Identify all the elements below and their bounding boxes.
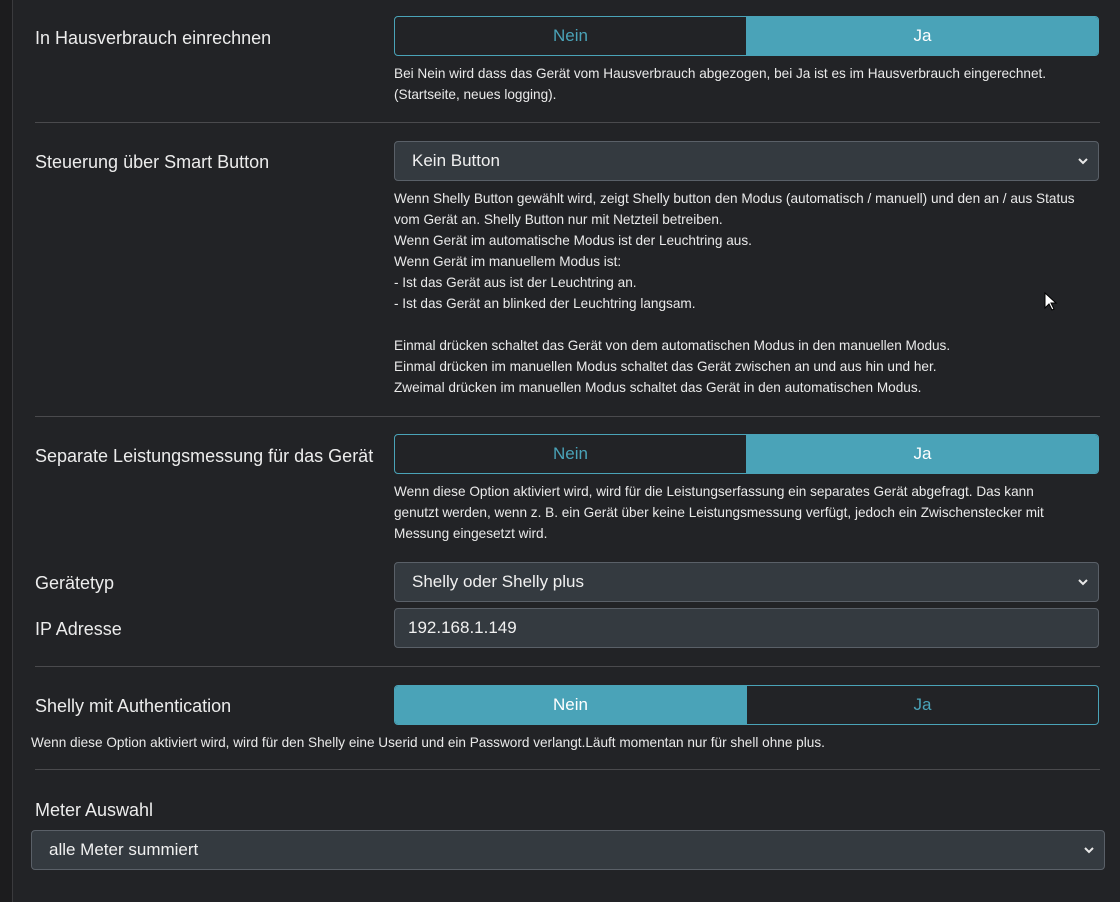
separate-measurement-help	[394, 481, 1110, 544]
divider	[35, 122, 1100, 123]
divider	[35, 769, 1100, 770]
meter-select-value: alle Meter summiert	[49, 840, 199, 859]
shelly-auth-toggle	[394, 685, 1099, 725]
settings-panel	[12, 0, 1120, 902]
separate-measurement-yes-option[interactable]: Ja	[746, 435, 1098, 473]
help-line: Zweimal drücken im manuellen Modus schaltet das Gerät in den automatischen Modus.	[394, 380, 922, 395]
hausverbrauch-yes-option[interactable]: Ja	[746, 17, 1098, 55]
divider	[35, 666, 1100, 667]
separate-measurement-toggle	[394, 434, 1099, 474]
help-line	[394, 314, 1110, 335]
help-line: Einmal drücken im manuellen Modus schaltet das Gerät zwischen an und aus hin und her.	[394, 359, 937, 374]
help-line: Wenn Gerät im automatische Modus ist der Leuchtring aus.	[394, 233, 752, 248]
shelly-auth-yes-option[interactable]: Ja	[746, 686, 1098, 724]
help-line: Einmal drücken schaltet das Gerät von dem automatischen Modus in den manuellen Modus.	[394, 338, 951, 353]
smart-button-help	[394, 188, 1110, 398]
help-line: Wenn Shelly Button gewählt wird, zeigt Shelly button den Modus (automatisch / manuell) und den an / aus Status	[394, 191, 1075, 206]
help-line: Wenn Gerät im manuellem Modus ist:	[394, 254, 622, 269]
chevron-down-icon	[1076, 575, 1090, 589]
hausverbrauch-no-option[interactable]: Nein	[553, 26, 588, 45]
device-type-label: Gerätetyp	[35, 573, 115, 593]
hausverbrauch-help	[394, 63, 1110, 105]
divider	[35, 416, 1100, 417]
device-type-select[interactable]	[394, 562, 1099, 602]
separate-measurement-no-option[interactable]: Nein	[553, 444, 588, 463]
shelly-auth-help	[31, 732, 1111, 753]
device-type-select-value: Shelly oder Shelly plus	[412, 572, 584, 591]
chevron-down-icon	[1076, 154, 1090, 168]
help-line: vom Gerät an. Shelly Button nur mit Netzteil betreiben.	[394, 212, 723, 227]
hausverbrauch-label: In Hausverbrauch einrechnen	[35, 28, 272, 48]
help-line: Messung eingesetzt wird.	[394, 526, 548, 541]
help-line: Wenn diese Option aktiviert wird, wird für den Shelly eine Userid und ein Password verlangt.Läuft momentan nur für shell ohne plus.	[31, 735, 825, 750]
help-line: Bei Nein wird dass das Gerät vom Hausverbrauch abgezogen, bei Ja ist es im Hausverbrauch eingerechnet.	[394, 66, 1047, 81]
help-line: - Ist das Gerät aus ist der Leuchtring an.	[394, 275, 637, 290]
meter-select[interactable]	[31, 830, 1105, 870]
smart-button-select-value: Kein Button	[412, 151, 500, 170]
help-line: (Startseite, neues logging).	[394, 87, 557, 102]
hausverbrauch-toggle	[394, 16, 1099, 56]
help-line: genutzt werden, wenn z. B. ein Gerät über keine Leistungsmessung verfügt, jedoch ein Zwischenstecker mit	[394, 505, 1044, 520]
chevron-down-icon	[1082, 843, 1096, 857]
smart-button-label: Steuerung über Smart Button	[35, 152, 270, 172]
help-line: Wenn diese Option aktiviert wird, wird für die Leistungserfassung ein separates Gerät abgefragt. Das kann	[394, 484, 1034, 499]
mouse-cursor-icon	[1044, 292, 1058, 312]
separate-measurement-label: Separate Leistungsmessung für das Gerät	[35, 446, 374, 466]
shelly-auth-label: Shelly mit Authentication	[35, 696, 232, 716]
ip-address-input[interactable]	[394, 608, 1099, 648]
ip-address-label: IP Adresse	[35, 619, 122, 639]
ip-address-value: 192.168.1.149	[408, 618, 517, 637]
help-line: - Ist das Gerät an blinked der Leuchtring langsam.	[394, 296, 696, 311]
smart-button-select[interactable]	[394, 141, 1099, 181]
meter-label: Meter Auswahl	[35, 800, 154, 820]
shelly-auth-no-option[interactable]: Nein	[395, 686, 746, 724]
